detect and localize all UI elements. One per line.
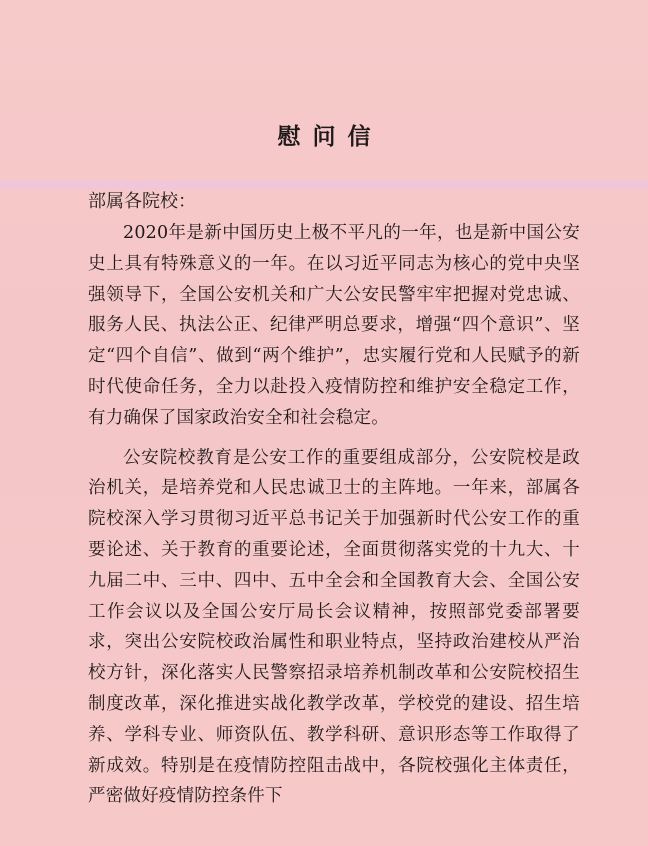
paragraph-1: 2020年是新中国历史上极不平凡的一年，也是新中国公安史上具有特殊意义的一年。在以习近平同志为核心的党中央坚强领导下，全国公安机关和广大公安民警牢牢把握对党忠诚、服务人民、执法公正、纪律严明总要求，增强“四个意识”、坚定“四个自信”、做到“两个维护”，忠实履行党和人民赋予的新时代使命任务，全力以赴投入疫情防控和维护安全稳定工作，有力确保了国家政治安全和社会稳定。 — [88, 223, 580, 428]
paragraph-2: 公安院校教育是公安工作的重要组成部分，公安院校是政治机关，是培养党和人民忠诚卫士的主阵地。一年来，部属各院校深入学习贯彻习近平总书记关于加强新时代公安工作的重要论述、关于教育的重要论述，全面贯彻落实党的十九大、十九届二中、三中、四中、五中全会和全国教育大会、全国公安工作会议以及全国公安厅局长会议精神，按照部党委部署要求，突出公安院校政治属性和职业特点，坚持政治建校从严治校方针，深化落实人民警察招录培养机制改革和公安院校招生制度改革，深化推进实战化教学改革，学校党的建设、招生培养、学科专业、师资队伍、教学科研、意识形态等工作取得了新成效。特别是在疫情防控阻击战中，各院校强化主体责任，严密做好疫情防控条件下 — [88, 447, 580, 807]
letter-title: 慰问信 — [277, 123, 383, 150]
letter-body — [88, 218, 580, 812]
salutation: 部属各院校： — [88, 191, 196, 212]
